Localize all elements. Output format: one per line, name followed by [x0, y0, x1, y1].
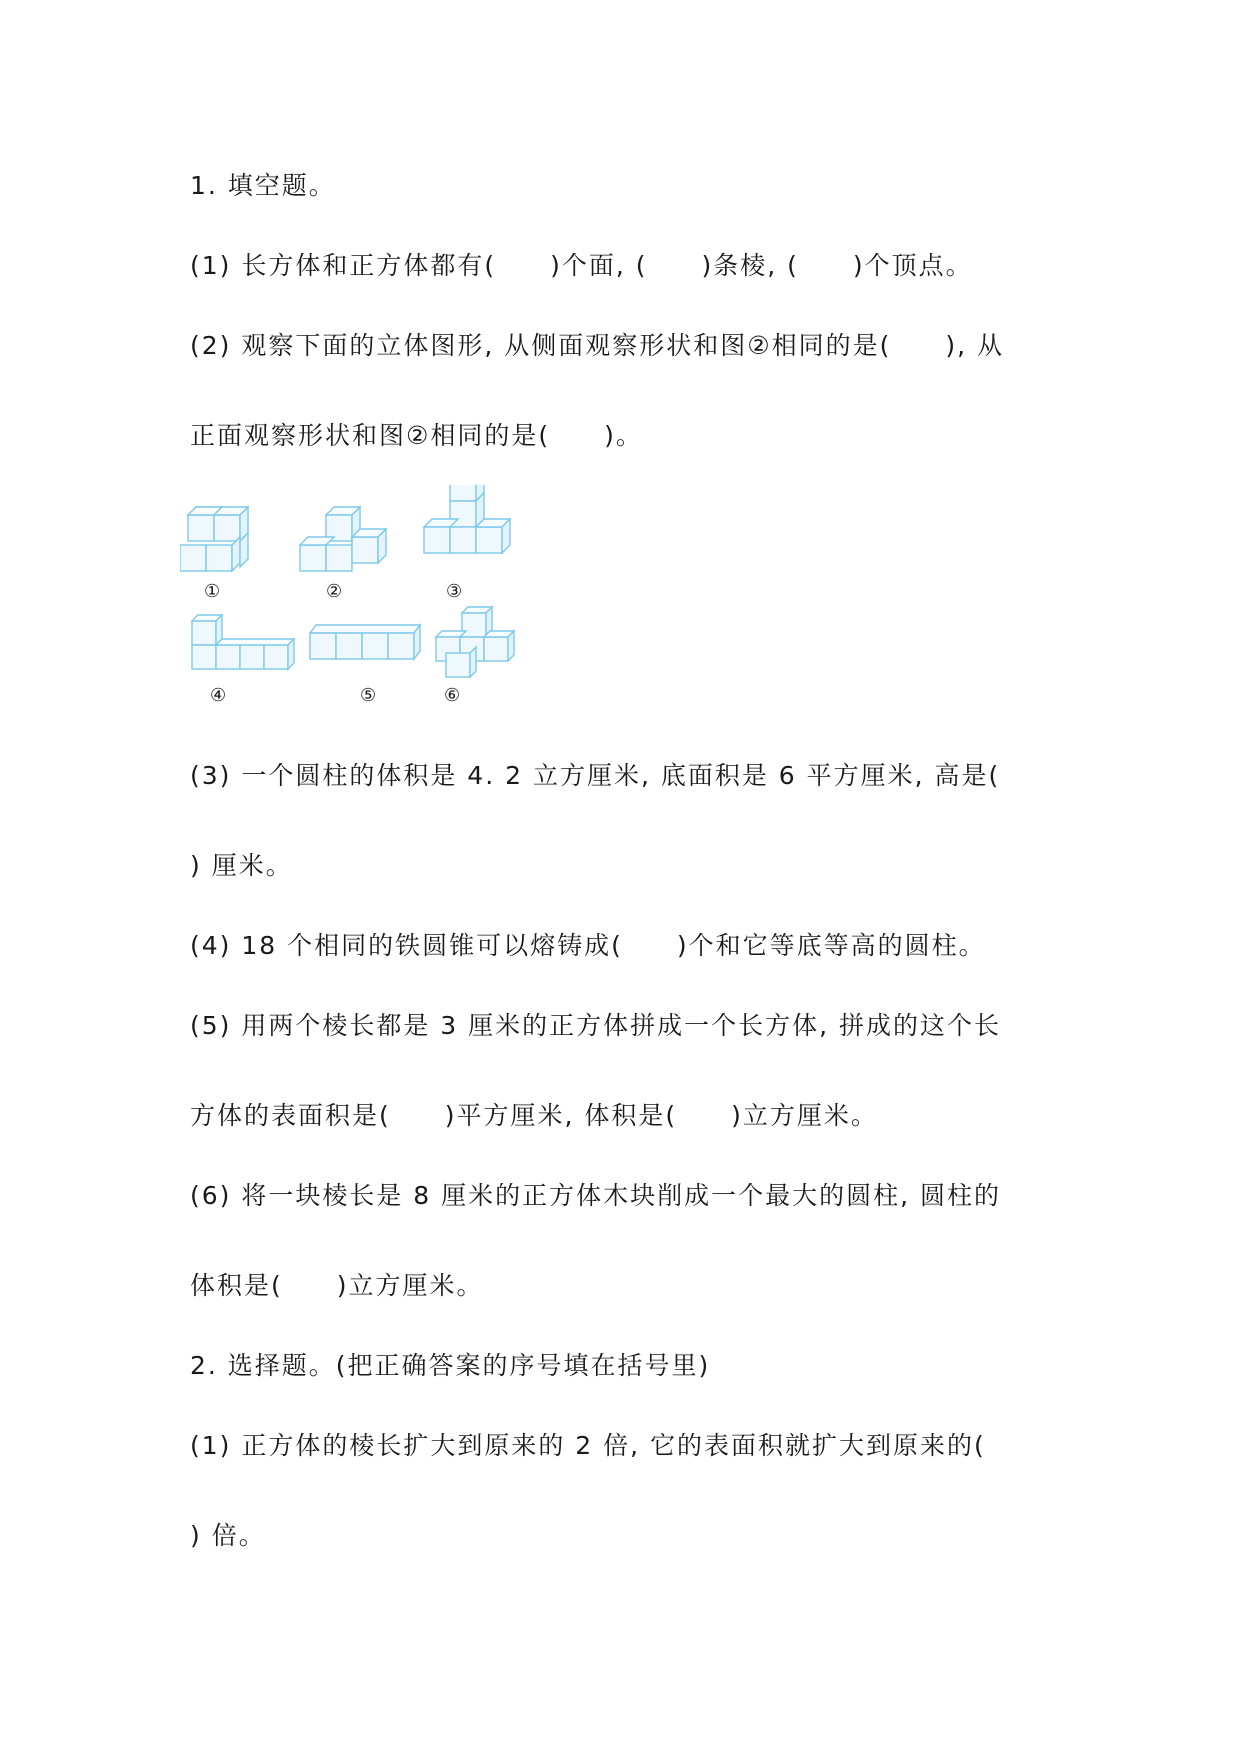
question-2-1-line-2: ) 倍。 [190, 1521, 266, 1550]
question-1-1: (1) 长方体和正方体都有( )个面, ( )条棱, ( )个顶点。 [190, 251, 973, 280]
figure-label-2: ② [326, 581, 343, 602]
question-1-3-line-2: ) 厘米。 [190, 851, 293, 880]
section-1-heading: 1. 填空题。 [190, 171, 336, 200]
figure-label-5: ⑤ [360, 685, 377, 706]
question-1-3-line-1: (3) 一个圆柱的体积是 4. 2 立方厘米, 底面积是 6 平方厘米, 高是( [190, 761, 1001, 790]
figure-label-4: ④ [210, 685, 227, 706]
question-1-2-line-1: (2) 观察下面的立体图形, 从侧面观察形状和图②相同的是( ), 从 [190, 331, 1005, 360]
figure-label-1: ① [204, 581, 221, 602]
figure-label-6: ⑥ [444, 685, 461, 706]
figure-4-cubes [192, 615, 294, 669]
question-1-2-line-2: 正面观察形状和图②相同的是( )。 [190, 421, 643, 450]
cube-figures [180, 485, 600, 725]
figure-1-cubes [180, 507, 248, 571]
question-1-5-line-1: (5) 用两个棱长都是 3 厘米的正方体拼成一个长方体, 拼成的这个长 [190, 1011, 1002, 1040]
question-1-6-line-1: (6) 将一块棱长是 8 厘米的正方体木块削成一个最大的圆柱, 圆柱的 [190, 1181, 1002, 1210]
figure-5-cubes [310, 625, 420, 659]
figure-3-cubes [424, 485, 510, 553]
question-1-6-line-2: 体积是( )立方厘米。 [190, 1271, 484, 1300]
section-2-heading: 2. 选择题。(把正确答案的序号填在括号里) [190, 1351, 711, 1380]
question-1-4: (4) 18 个相同的铁圆锥可以熔铸成( )个和它等底等高的圆柱。 [190, 931, 986, 960]
figure-2-cubes [300, 507, 386, 579]
question-2-1-line-1: (1) 正方体的棱长扩大到原来的 2 倍, 它的表面积就扩大到原来的( [190, 1431, 986, 1460]
figure-6-cubes [436, 607, 514, 677]
question-1-5-line-2: 方体的表面积是( )平方厘米, 体积是( )立方厘米。 [190, 1101, 878, 1130]
figure-label-3: ③ [446, 581, 463, 602]
